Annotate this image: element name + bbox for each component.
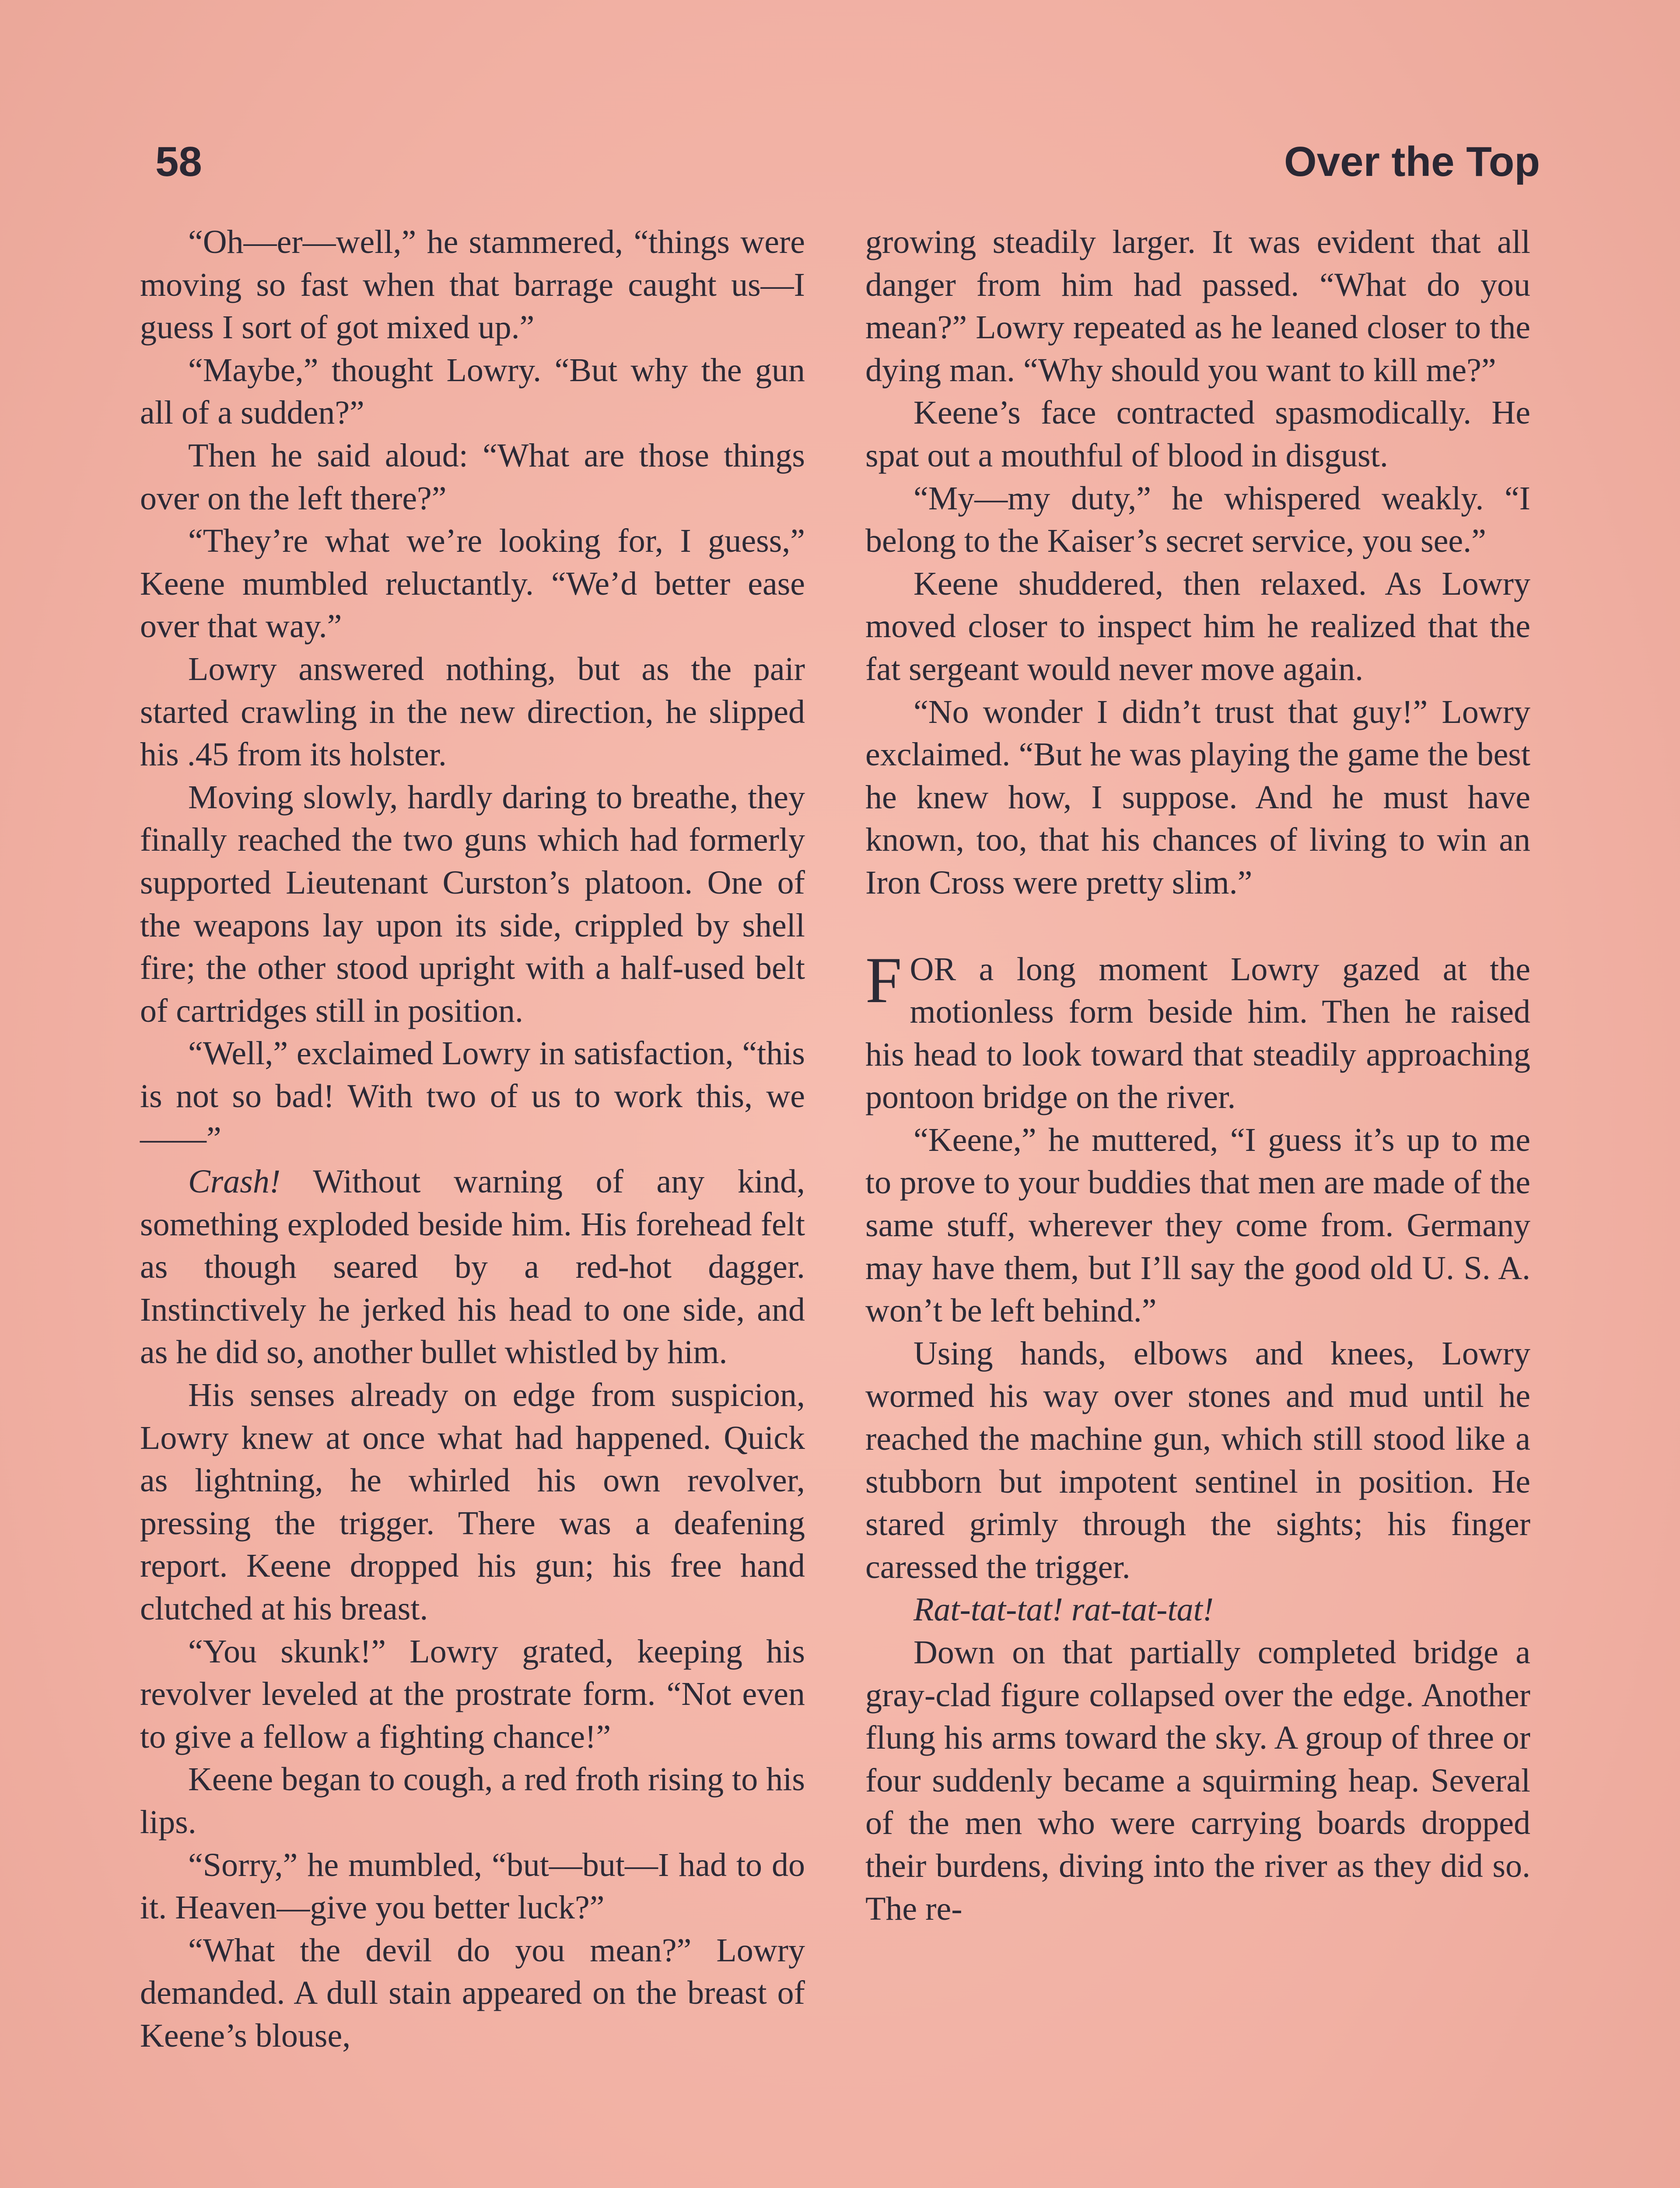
paragraph: Down on that partially completed bridge a gray-clad figure collapsed over the edge. Another flung his arms toward the sky. A group of three or four suddenly became a squirming heap. Several of the men who were carrying boards dropped their burdens, diving into the river as they did so. The re- [865,1634,1530,1927]
paragraph: Lowry answered nothing, but as the pair started crawling in the new direction, he slipped his .45 from its holster. [140,650,805,773]
paragraph: Then he said aloud: “What are those things over on the left there?” [140,437,805,517]
page-number: 58 [155,138,202,185]
paragraph: Moving slowly, hardly daring to breathe, they finally reached the two guns which had formerly supported Lieutenant Curston’s platoon. One of the weapons lay upon its side, crippled by shell fire; the other stood upright with a half-used belt of cartridges still in position. [140,778,805,1029]
drop-cap: F [865,943,902,1017]
crash-word: Crash! [188,1163,281,1200]
paragraph: “No wonder I didn’t trust that guy!” Lowry exclaimed. “But he was playing the game the best he knew how, I suppose. And he must have known, too, that his chances of living to win an Iron Cross were pretty slim.” [865,693,1530,901]
paragraph: His senses already on edge from suspicion, Lowry knew at once what had happened. Quick as lightning, he whirled his own revolver, pressing the trigger. There was a deafening report. Keene dropped his gun; his free hand clutched at his breast. [140,1377,805,1627]
paragraph: Keene’s face contracted spasmodically. He spat out a mouthful of blood in disgust. [865,394,1530,474]
paragraph: “What the devil do you mean?” Lowry demanded. A dull stain appeared on the breast of Keene’s blouse, [140,1932,805,2054]
gunfire-line: Rat-tat-tat! rat-tat-tat! [914,1591,1214,1628]
right-column [865,221,1530,1930]
section-start-paragraph [865,943,1530,1119]
crash-text: Without warning of any kind, something exploded beside him. His forehead felt as though seared by a red-hot dagger. Instinctively he jerked his head to one side, and as he did so, another bullet whistled by him. [140,1163,805,1371]
paragraph: “Maybe,” thought Lowry. “But why the gun all of a sudden?” [140,351,805,431]
section-start-text: OR a long moment Lowry gazed at the motionless form beside him. Then he raised his head to look toward that steadily approaching pontoon bridge on the river. [865,950,1530,1116]
paragraph: “They’re what we’re looking for, I guess,” Keene mumbled reluctantly. “We’d better ease over that way.” [140,522,805,645]
paragraph: growing steadily larger. It was evident that all danger from him had passed. “What do you mean?” Lowry repeated as he leaned closer to the dying man. “Why should you want to kill me?” [865,224,1530,389]
paragraph: “You skunk!” Lowry grated, keeping his revolver leveled at the prostrate form. “Not even to give a fellow a fighting chance!” [140,1633,805,1755]
paragraph: “Sorry,” he mumbled, “but—but—I had to do it. Heaven—give you better luck?” [140,1846,805,1926]
paragraph: Keene shuddered, then relaxed. As Lowry moved closer to inspect him he realized that the fat sergeant would never move again. [865,565,1530,687]
paragraph: “Well,” exclaimed Lowry in satisfaction, “this is not so bad! With two of us to work this, we——” [140,1035,805,1157]
paragraph: Using hands, elbows and knees, Lowry wormed his way over stones and mud until he reached the machine gun, which still stood like a stubborn but impotent sentinel in position. He stared grimly through the sights; his finger caressed the trigger. [865,1335,1530,1585]
paragraph-crash [140,1161,805,1374]
paragraph: “My—my duty,” he whispered weakly. “I belong to the Kaiser’s secret service, you see.” [865,480,1530,560]
paragraph: Keene began to cough, a red froth rising to his lips. [140,1761,805,1841]
paragraph: “Keene,” he muttered, “I guess it’s up to me to prove to your buddies that men are made of the same stuff, wherever they come from. Germany may have them, but I’ll say the good old U. S. A. won’t be left behind.” [865,1121,1530,1329]
page-header [155,131,1540,193]
paragraph: “Oh—er—well,” he stammered, “things were moving so fast when that barrage caught us—I guess I sort of got mixed up.” [140,224,805,346]
left-column [140,221,805,2058]
running-title: Over the Top [1284,138,1540,185]
